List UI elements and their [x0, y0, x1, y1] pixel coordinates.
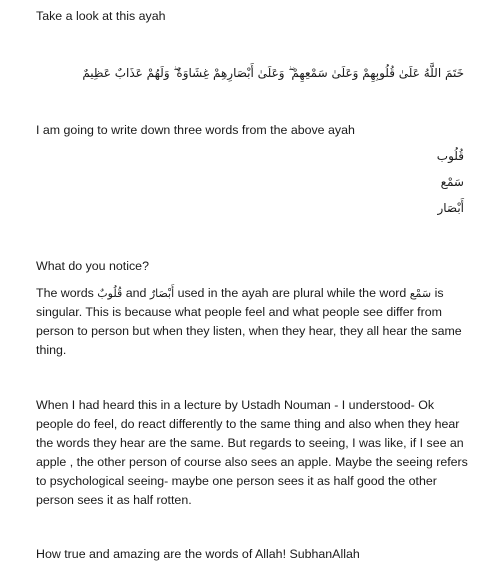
- closing-text: How true and amazing are the words of Allah! SubhanAllah: [36, 547, 360, 561]
- intro-text: Take a look at this ayah: [36, 9, 166, 23]
- word-quloob: قُلُوب: [436, 149, 464, 163]
- p1-text-2: and: [122, 286, 150, 300]
- three-words-text: I am going to write down three words from the above ayah: [36, 123, 355, 137]
- word-sam: سَمْع: [440, 175, 464, 189]
- question-text: What do you notice?: [36, 259, 149, 273]
- word-absar: أَبْصَار: [437, 201, 464, 215]
- lecture-paragraph: When I had heard this in a lecture by Ustadh Nouman - I understood- Ok people do feel, do react differently to the same thing and also when they hear the words they hear are the same. But regards to seeing, I was like, if I see an apple , the other person of course also sees an apple. Maybe the seeing refers to psychological seeing- maybe one person sees it as half good the other person sees it as half rotten.: [36, 398, 468, 507]
- p1-word-absar: أَبْصَارٌ: [149, 287, 175, 300]
- ayah-arabic: خَتَمَ اللَّهُ عَلَىٰ قُلُوبِهِمْ وَعَلَىٰ سَمْعِهِمْ ۖ وَعَلَىٰ أَبْصَارِهِمْ غِشَاوَةٌ ۖ وَلَهُمْ عَذَابٌ عَظِيمٌ: [82, 66, 464, 80]
- explanation-paragraph: [36, 284, 468, 360]
- p1-word-quloob: قُلُوبٌ: [97, 287, 123, 300]
- p1-text-3: used in the ayah are plural while the word: [174, 286, 410, 300]
- p1-text-4: is singular. This is because what people feel and what people see differ from person to person but when they listen, when they hear, they all hear the same thing.: [36, 286, 462, 357]
- p1-word-sam: سَمْع: [409, 287, 432, 300]
- p1-text-1: The words: [36, 286, 98, 300]
